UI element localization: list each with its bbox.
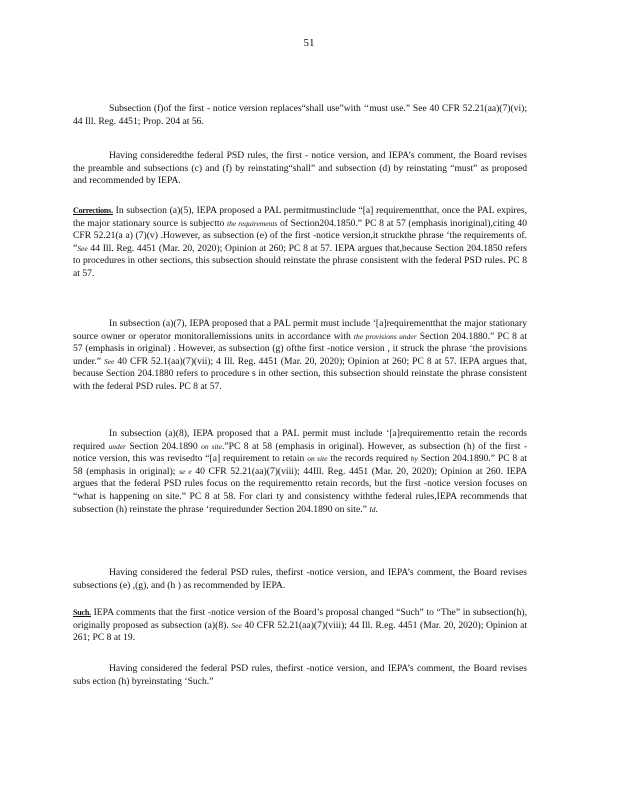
paragraph-text: Having considered the federal PSD rules, thefirst -notice version, and IEPA’s comment, the Board revises subs ection (h) byreinstating ‘Such.” [73, 663, 527, 687]
text-run: Section 204.1890.” PC 8 at 58 (emphasis in original); [73, 453, 528, 477]
italic-run: See [77, 243, 88, 253]
section-heading-such: Such. [73, 608, 91, 617]
italic-run: on site [201, 441, 222, 451]
text-run: .”PC 8 at 58 (emphasis in original). However, as subsection (h) of the first -notice version, this was revisedto “[a] requirement to retain [73, 440, 528, 465]
italic-run: the requirements [227, 218, 278, 228]
paragraph-text [73, 205, 527, 281]
paragraph-text [73, 318, 527, 394]
paragraph-subsection-a7 [73, 318, 527, 394]
paragraph-such [73, 607, 527, 645]
text-run: 40 CFR 52.21(aa)(7)(viii); 44Ill. Reg. 4451 (Mar. 20, 2020); Opinion at 260. IEPA argues that the federal PSD rules focus on the requirementto retain records, but the first -notice version focuses on “what is happening on site.” PC 8 at 58. For clari ty and consistency withthe federal rules,IEPA recommends that subsection (h) reinstate the phrase ‘requiredunder Section 204.1890 on site.” [73, 465, 528, 515]
text-run: the records required [330, 453, 408, 465]
italic-run: by [410, 454, 418, 464]
italic-run: on site [307, 454, 328, 464]
italic-run: Id [369, 504, 376, 514]
text-run: . [375, 503, 378, 515]
paragraph-subsection-a8 [73, 428, 527, 516]
paragraph-text: Having consideredthe federal PSD rules, the first - notice version, and IEPA’s comment, the Board revises the preamble and subsections (c) and (f) by reinstating“shall” and subsection (d) by reinstating “must” as proposed and recommended by IEPA. [73, 150, 527, 187]
italic-run: the provisions under [353, 331, 417, 341]
text-run: Section 204.1890 [129, 440, 198, 452]
text-run: 40 CFR 52.21(aa)(7)(viii); 44 Ill. R.eg. 4451 (Mar. 20, 2020); Opinion at 261; PC 8 at 19. [73, 619, 527, 644]
text-run: Section 204.1880.” PC 8 at 57 (emphasis in original) . However, as subsection (g) ofthe first -notice version , it struck the phrase ‘the provisions under.” [73, 330, 527, 367]
italic-run: se e [179, 466, 192, 476]
paragraph-text [73, 428, 527, 516]
paragraph-board-revises-subsections [73, 567, 527, 592]
paragraph-board-revises-h [73, 663, 527, 688]
italic-run: See [103, 356, 115, 366]
text-run: In subsection (a)(7), IEPA proposed that a PAL permit must include ‘[a]requirementthat the major stationary source owner or operator monitorallemissions units in accordance with [73, 318, 527, 342]
paragraph-text: Having considered the federal PSD rules, thefirst -notice version, and IEPA’s comment, the Board revises subsections (e) ,(g), and (h ) as recommended by IEPA. [73, 567, 527, 591]
text-run: IEPA comments that the first -notice version of the Board’s proposal changed “Such” to “The” in subsection(h), originally proposed as subsection (a)(8). [73, 607, 527, 631]
paragraph-text: Subsection (f)of the first - notice version replaces“shall use”with ‘‘must use.” See 40 CFR 52.21(aa)(7)(vi); 44 Ill. Reg. 4451; Prop. 204 at 56. [73, 103, 527, 127]
text-run: of Section204.1850.” PC 8 at 57 (emphasis inoriginal),citing 40 CFR 52.21(a a) (7)(v) .However, as subsection (e) of the first -notice version,it struckthe phrase ‘the requirements of. ” [73, 217, 527, 254]
text-run: In subsection (a)(5), IEPA proposed a PAL permitmustinclude “[a] requirementthat, once the PAL expires, the major stationary source is subjectto [73, 205, 527, 229]
paragraph-board-revises-preamble [73, 150, 527, 188]
text-run: In subsection (a)(8), IEPA proposed that a PAL permit must include ‘[a]requirementto retain the records required [73, 428, 527, 452]
paragraph-corrections [73, 205, 527, 281]
section-heading-corrections: Corrections. [73, 206, 113, 215]
italic-run: See [231, 620, 242, 630]
italic-run: under [108, 441, 126, 451]
text-run: 44 Ill. Reg. 4451 (Mar. 20, 2020); Opinion at 260; PC 8 at 57. IEPA argues that,because Section 204.1850 refers to procedures in other sections, this subsection should reinstate the phrase consistent with the federal PSD rules. PC 8 at 57. [73, 242, 527, 279]
paragraph-text [73, 607, 527, 645]
text-run: 40 CFR 52.1(aa)(7)(vii); 4 Ill. Reg. 4451 (Mar. 20, 2020); Opinion at 260; PC 8 at 57. IEPA argues that, because Section 204.1880 refers to procedure s in other section, this subsection should reinstate the phrase consistent with the federal PSD rules. PC 8 at 57. [73, 355, 527, 392]
paragraph-subsection-f [73, 103, 527, 128]
page-number: 51 [303, 37, 315, 49]
